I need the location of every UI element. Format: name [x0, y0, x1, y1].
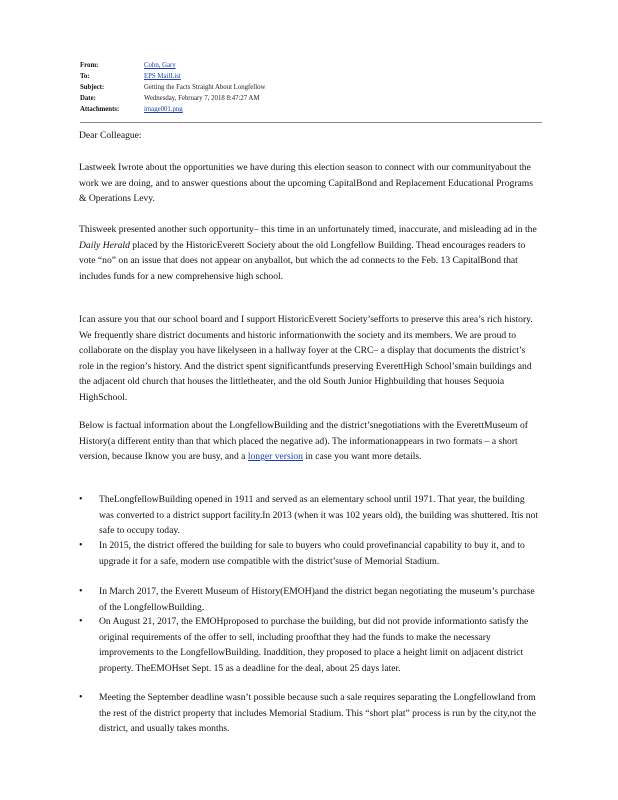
to-link[interactable]: EPS MailList — [144, 73, 181, 80]
header-from-row — [80, 60, 540, 71]
from-link[interactable]: Cohn, Gary — [144, 62, 176, 69]
email-header — [80, 60, 540, 115]
list-item-text: Meeting the September deadline wasn’t possible because such a sale requires separating the Longfellowland from the rest of the district property that includes Memorial Stadium. This “short plat” process is run by the city,not the district, and usually takes months. — [99, 692, 536, 735]
bullet-icon: • — [79, 616, 83, 627]
date-label: Date: — [80, 95, 96, 102]
longer-version-link[interactable]: longer version — [247, 451, 303, 463]
list-item-text: On August 21, 2017, the EMOHproposed to purchase the building, but did not provide informationto satisfy the original requirements of the offer to sell, including proofthat they had the funds to make the necessary improvements to the LongfellowBuilding. Inaddition, they proposed to place a height limit on adjacent district property. TheEMOHset Sept. 15 as a deadline for the deal, about 25 days later. — [99, 616, 529, 674]
bullet-icon: • — [79, 494, 83, 505]
bullet-icon: • — [79, 540, 83, 551]
paragraph-3: Ican assure you that our school board and I support HistoricEverett Society’sefforts to preserve this area’s rich history. We frequently share district documents and historic informationwith the society and its members. We are proud to collaborate on the display you have likelyseen in a hallway foyer at the CRC– a display that documents the district’s role in the region’s history. And the district spent significantfunds preserving EverettHigh School’smain buildings and the adjacent old church that houses the littletheater, and the old South Junior Highbuilding that houses Sequoia HighSchool. — [79, 314, 533, 403]
to-label: To: — [80, 73, 90, 80]
greeting: Dear Colleague: — [79, 130, 142, 141]
bullet-icon: • — [79, 692, 83, 703]
header-subject-row — [80, 82, 540, 93]
paragraph-4-text-a: Below is factual information about the LongfellowBuilding and the district’snegotiations with the EverettMuseum of History(a different entity than that which placed the negative ad). The informationappears in two formats – a short version, because Iknow you are busy, and a — [79, 420, 528, 463]
paragraph-4-text-b: in case you want more details. — [302, 451, 422, 463]
attachment-link[interactable]: image001.png — [144, 106, 183, 113]
list-item-text: TheLongfellowBuilding opened in 1911 and served as an elementary school until 1971. That year, the building was converted to a district support facility.In 2013 (when it was 102 years old), the building was shuttered. Itis not safe to occupy today. — [99, 494, 538, 537]
from-label: From: — [80, 62, 99, 69]
header-to-row — [80, 71, 540, 82]
list-item-text: In March 2017, the Everett Museum of History(EMOH)and the district began negotiating the museum’s purchase of the LongfellowBuilding. — [99, 586, 535, 613]
header-divider — [80, 122, 542, 123]
subject-label: Subject: — [80, 84, 105, 91]
paragraph-4 — [79, 418, 541, 465]
paragraph-2-text-a: Thisweek presented another such opportunity– this time in an unfortunately timed, inaccurate, and misleading ad in the — [79, 224, 537, 235]
paragraph-2-text-b: placed by the HistoricEverett Society about the old Longfellow Building. Thead encourages readers to vote “no” on an issue that does not appear on anyballot, but which the ad connects to the Feb. 13 CapitalBond that includes funds for a new comprehensive high school. — [79, 239, 526, 282]
header-attachments-row — [80, 104, 540, 115]
header-date-row — [80, 93, 540, 104]
attachments-label: Attachments: — [80, 106, 120, 113]
list-item-text: In 2015, the district offered the building for sale to buyers who could provefinancial capability to buy it, and to upgrade it for a safe, modern use compatible with the district’suse of Memorial Stadium. — [99, 540, 525, 567]
bullet-icon: • — [79, 586, 83, 597]
subject-value: Getting the Facts Straight About Longfellow — [144, 84, 266, 91]
paragraph-1: Lastweek Iwrote about the opportunities we have during this election season to connect with our communityabout the work we are doing, and to answer questions about the upcoming CapitalBond and Replacement Educational Programs & Operations Levy. — [79, 162, 533, 205]
paragraph-2-italic: Daily Herald — [79, 239, 130, 251]
date-value: Wednesday, February 7, 2018 8:47:27 AM — [144, 95, 260, 102]
paragraph-2 — [79, 222, 541, 284]
